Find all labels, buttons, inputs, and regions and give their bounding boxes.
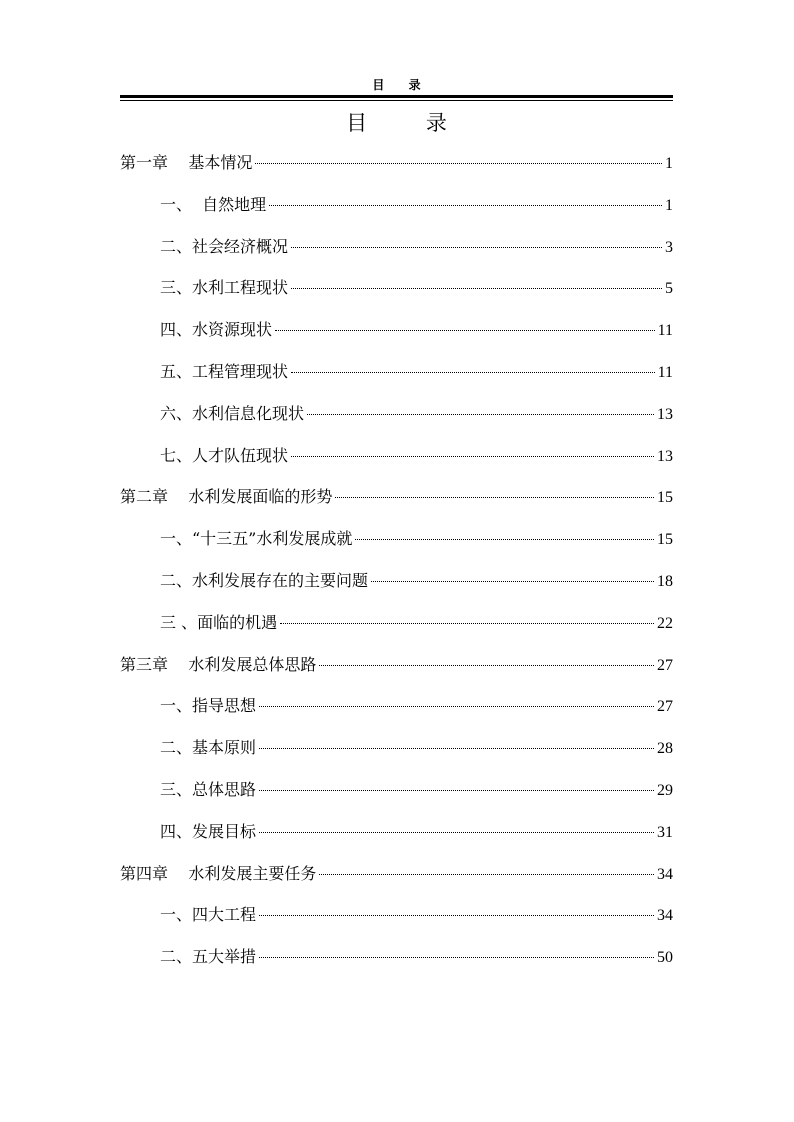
toc-entry-label: 一、指导思想 [160, 696, 257, 716]
toc-section-entry[interactable] [120, 817, 673, 859]
toc-page-number: 18 [657, 572, 673, 590]
toc-entry-label: 第一章 基本情况 [120, 153, 253, 172]
toc-page-number: 31 [657, 823, 673, 841]
toc-entry-label: 二、水利发展存在的主要问题 [160, 570, 369, 590]
toc-dot-leader [259, 956, 654, 958]
toc-dot-leader [291, 287, 662, 289]
toc-entry-label: 一、 自然地理 [160, 194, 267, 214]
toc-section-entry[interactable] [120, 190, 673, 232]
toc-entry-label: 第四章 水利发展主要任务 [120, 863, 317, 883]
toc-page-number: 13 [657, 447, 673, 465]
toc-page-number: 13 [657, 405, 673, 423]
toc-dot-leader [259, 831, 654, 833]
header-rule-thick [120, 95, 673, 98]
toc-page-number: 15 [657, 489, 673, 507]
toc-dot-leader [355, 538, 654, 540]
toc-page-number: 28 [657, 740, 673, 758]
toc-dot-leader [280, 622, 654, 624]
toc-entry-label: 二、社会经济概况 [160, 236, 289, 256]
toc-dot-leader [259, 914, 654, 916]
toc-section-entry[interactable] [120, 273, 673, 315]
toc-dot-leader [319, 664, 654, 666]
toc-title: 目 录 [346, 111, 473, 135]
toc-entry-label: 四、水资源现状 [160, 320, 273, 340]
toc-chapter-entry[interactable] [120, 859, 673, 901]
toc-dot-leader [259, 789, 654, 791]
toc-dot-leader [371, 580, 654, 582]
toc-chapter-entry[interactable] [120, 148, 673, 190]
toc-entry-label: 二、五大举措 [160, 947, 257, 967]
toc-dot-leader [291, 371, 655, 373]
toc-section-entry[interactable] [120, 691, 673, 733]
toc-page-number: 50 [657, 949, 673, 967]
toc-entry-label: 四、发展目标 [160, 821, 257, 841]
toc-entry-label: 三、水利工程现状 [160, 278, 289, 298]
toc-chapter-entry[interactable] [120, 650, 673, 692]
toc-entry-label: 三、总体思路 [160, 779, 257, 799]
toc-dot-leader [259, 747, 654, 749]
toc-page-number: 1 [665, 155, 673, 172]
toc-page-number: 3 [665, 238, 673, 256]
toc-section-entry[interactable] [120, 942, 673, 984]
toc-page-number: 11 [657, 322, 673, 340]
toc-dot-leader [319, 873, 654, 875]
toc-dot-leader [335, 496, 654, 498]
toc-entry-label: 第二章 水利发展面临的形势 [120, 487, 333, 507]
toc-entry-label: 二、基本原则 [160, 738, 257, 758]
toc-page-number: 29 [657, 781, 673, 799]
toc-section-entry[interactable] [120, 733, 673, 775]
toc-entry-label: 一、四大工程 [160, 905, 257, 925]
toc-section-entry[interactable] [120, 608, 673, 650]
running-header: 目 录 [372, 78, 431, 92]
toc-dot-leader [307, 413, 654, 415]
toc-section-entry[interactable] [120, 399, 673, 441]
toc-section-entry[interactable] [120, 566, 673, 608]
toc-page-number: 15 [657, 531, 673, 549]
toc-section-entry[interactable] [120, 524, 673, 566]
toc-section-entry[interactable] [120, 315, 673, 357]
toc-entry-label: 六、水利信息化现状 [160, 403, 305, 423]
toc-dot-leader [291, 246, 662, 248]
toc-entry-label: 三 、面临的机遇 [160, 612, 278, 632]
toc-dot-leader [259, 705, 654, 707]
toc-dot-leader [291, 455, 654, 457]
header-rule-thin [120, 100, 673, 101]
toc-entry-label: 第三章 水利发展总体思路 [120, 654, 317, 674]
toc-page-number: 11 [657, 363, 673, 381]
toc-entry-label: 五、工程管理现状 [160, 361, 289, 381]
toc-dot-leader [255, 162, 662, 164]
toc-page-number: 27 [657, 698, 673, 716]
toc-page-number: 34 [657, 907, 673, 925]
toc-page-number: 27 [657, 656, 673, 674]
toc-section-entry[interactable] [120, 357, 673, 399]
toc-page-number: 1 [665, 196, 673, 214]
toc-section-entry[interactable] [120, 441, 673, 483]
toc-entry-label: 一、“十三五”水利发展成就 [160, 529, 353, 549]
toc-section-entry[interactable] [120, 900, 673, 942]
toc-section-entry[interactable] [120, 232, 673, 274]
toc-chapter-entry[interactable] [120, 482, 673, 524]
toc-section-entry[interactable] [120, 775, 673, 817]
toc-dot-leader [269, 204, 662, 206]
toc-entry-label: 七、人才队伍现状 [160, 445, 289, 465]
toc-list [120, 148, 673, 984]
toc-page-number: 34 [657, 865, 673, 883]
toc-dot-leader [275, 329, 655, 331]
toc-page-number: 5 [665, 280, 673, 298]
toc-page-number: 22 [657, 614, 673, 632]
